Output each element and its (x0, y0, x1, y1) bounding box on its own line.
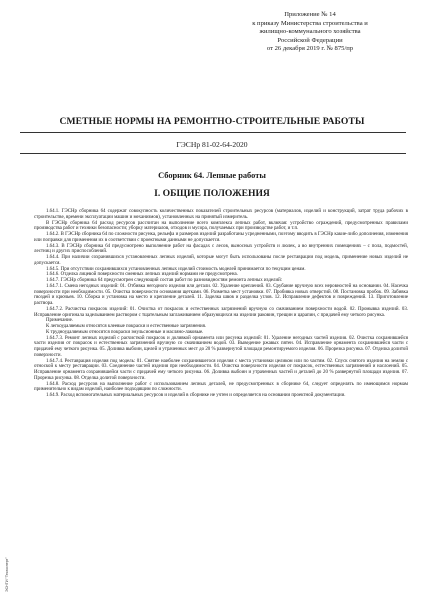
paragraph: 1.64.5. При отсутствии сохранившихся установленных лепных изделий стоимость моделей принимается по текущим ценам. (46, 266, 306, 272)
side-stamp (5, 557, 13, 592)
paragraph: 1.64.1. ГЭСНр сборника 64 содержат совокупность количественных показателей строительных ресурсов (материалов, изделий и конструкций, затрат труда рабочих в строительстве, времени эксплуатации машин и механизмов), установленных на принятый измеритель. (34, 209, 408, 220)
paragraph: 1.64.6. Отделка лицевой поверхности сменных лепных изделий нормами не предусмотрена. (46, 272, 238, 278)
appendix-date: от 26 декабря 2019 г. № 875/пр (266, 45, 354, 53)
collection-title: Сборник 64. Лепные работы (158, 171, 266, 180)
note-line: К трудноудаляемым относятся покраски эмульсионные и масляно-лаковые. (46, 329, 204, 335)
side-stamp-text: ЭСНТИ "Техэксперт" (5, 557, 9, 592)
section-heading: I. ОБЩИЕ ПОЛОЖЕНИЯ (154, 188, 270, 199)
paragraph: 1.64.7.1. Смена негодных изделий: 01. Отбивка негодного изделия или детали. 02. Удаление креплений. 03. Срубание вручную всех неровностей на основании. 04. Насечка поверхности при необходимости. 05. Очистка поверхности основания щетками. 06. Разметка мест установки. 07. Пробивка новых отверстий. 08. Постановка пробок. 09. Забивка гвоздей и крючьев. 10. Сборка и установка на место и крепление деталей. 11. Заделка швов и разделка углов. 12. Исправление дефектов и повреждений. 13. Приготовление раствора. (34, 283, 408, 306)
paragraph: 1.64.4. При наличии сохранившихся установленных лепных изделий, которые могут быть использованы после реставрации под модель, применение новых изделий не допускается. (34, 255, 408, 266)
paragraph: 1.64.3. В ГЭСНр сборника 64 предусмотрено выполнение работ на фасадах с лесов, выносных устройств и люлек, а во внутренних помещениях – с пола, подмостей, лестниц и других приспособлений. (34, 243, 408, 255)
paragraph: 1.64.7.3. Ремонт лепных изделий с расчисткой покрасок и доливкой орнамента или рисунка изделий: 01. Удаление негодных частей изделия. 02. Очистка сохранившейся части изделия от покрасок и естественных загрязнений вручную со смачиванием водой. 03. Выведение ржавых пятен. 04. Исправление орнамента сохранившейся части с придачей ему четкого рисунка. 05. Доливка выбоин, щелей и утраченных мест до 20 % развернутой площади ремонтируемого изделия. 06. Прорезка рисунка. 07. Отделка долитой поверхности. (34, 335, 408, 358)
standard-code: ГЭСНр 81-02-64-2020 (176, 140, 248, 149)
appendix-number: Приложение № 14 (284, 11, 336, 18)
paragraph: 1.64.2. В ГЭСНр сборника 64 по сложности рисунка, рельефа и размеров изделий разработаны усредненными, поэтому вводить в ГЭСНр какие-либо дополнения, изменения или поправки для применения их в соответствии с проектными данными не допускается. (34, 232, 408, 243)
document-title: СМЕТНЫЕ НОРМЫ НА РЕМОНТНО-СТРОИТЕЛЬНЫЕ РАБОТЫ (59, 116, 365, 127)
note-label: Примечание. (46, 318, 73, 324)
paragraph: 1.64.7.4. Реставрация изделия под модель: 01. Снятие наиболее сохранившегося изделия с места установки целиком или по частям. 02. Спуск снятого изделия на землю с отноской к месту реставрации. 03. Соединение частей изделия при необходимости. 04. Очистка поверхности изделия от покрасок, естественных загрязнений и наслоений. 05. Исправление орнамента сохранившейся части с придачей ему четкого рисунка. 06. Доливка выбоин и утраченных частей и деталей до 20 % развернутой площади изделия. 07. Прорезка рисунка. 08. Отделка долитой поверхности. (34, 358, 408, 381)
appendix-country: Российской Федерации (277, 36, 343, 44)
paragraph: 1.64.7. ГЭСНр сборника 64 предусмотрен следующий состав работ по разновидностям ремонта лепных изделий: (46, 278, 283, 283)
appendix-reference (215, 11, 405, 54)
note-line: К легкоудаляемым относятся клеевые покраски и естественные загрязнения. (46, 324, 207, 329)
title-divider-bottom (20, 153, 406, 154)
paragraph: 1.64.8. Расход ресурсов на выполнение работ с использованием лепных деталей, не предусмотренных в сборнике 64, следует определять по имеющимся нормам применительно к видам изделий, наиболее подходящим по сложности. (34, 381, 408, 393)
paragraph: В ГЭСНр сборника 64 расход ресурсов рассчитан на выполнение всего комплекса лепных работ, включая: устройство ограждений, предусмотренных правилами производства работ и техники безопасности; уборку материалов, отходов и мусора, получаемых при производстве работ, и т.п. (34, 220, 408, 232)
document-body (34, 209, 408, 399)
paragraph: 1.64.9. Расход вспомогательных материальных ресурсов и изделий в сборнике не учтен и определяется на основании проектной документации. (46, 393, 346, 398)
title-divider-top (20, 132, 406, 133)
paragraph: 1.64.7.2. Расчистка покрасок изделий: 01. Очистка от покрасок и естественных загрязнений вручную со смачиванием поверхности водой. 02. Промывка изделий. 03. Исправление оригинала заделыванием раствором с тщательным заглаживанием образующихся на изделии раковин, трещин и царапин, с придачей ему четкого рисунка. (34, 306, 408, 318)
appendix-ministry: жилищно-коммунального хозяйства (259, 28, 361, 36)
appendix-order: к приказу Министерства строительства и (252, 19, 368, 27)
